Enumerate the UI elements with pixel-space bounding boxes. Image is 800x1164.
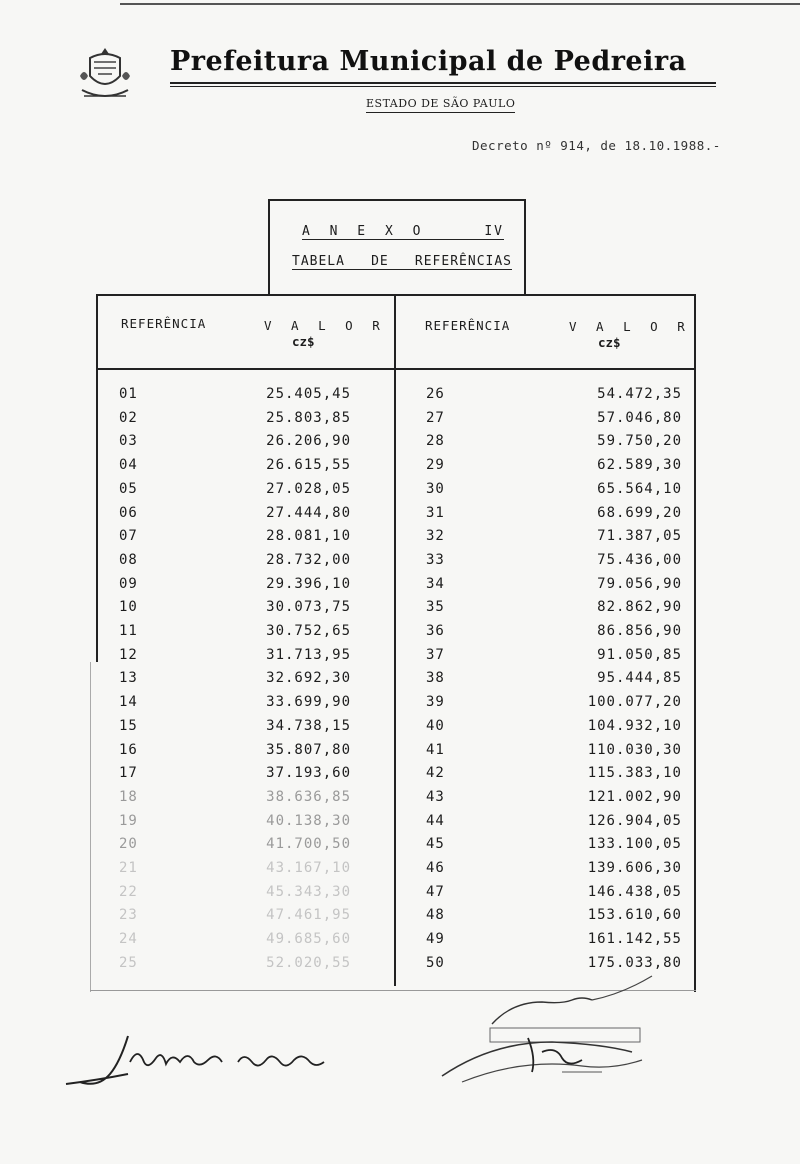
row-value: 27.028,05 xyxy=(266,480,351,497)
row-reference: 47 xyxy=(426,883,445,900)
annex-title xyxy=(302,224,504,240)
row-value: 86.856,90 xyxy=(597,623,682,639)
row-reference: 23 xyxy=(119,907,138,924)
row-value: 43.167,10 xyxy=(266,860,351,876)
table-header-rule xyxy=(96,368,696,370)
row-reference: 07 xyxy=(119,528,138,545)
table-row xyxy=(119,386,351,410)
row-reference: 05 xyxy=(119,480,138,497)
table-row xyxy=(426,552,682,576)
row-value: 52.020,55 xyxy=(266,954,351,971)
row-reference: 30 xyxy=(426,480,445,497)
row-value: 139.606,30 xyxy=(587,860,682,876)
row-reference: 20 xyxy=(119,836,138,853)
table-row xyxy=(119,481,351,505)
coat-of-arms-icon xyxy=(76,46,134,104)
table-row xyxy=(119,670,351,694)
table-row xyxy=(426,718,682,742)
table-divider xyxy=(394,294,396,986)
municipality-title: Prefeitura Municipal de Pedreira xyxy=(170,46,687,77)
row-reference: 49 xyxy=(426,931,445,948)
row-value: 37.193,60 xyxy=(266,765,351,782)
row-value: 38.636,85 xyxy=(266,788,351,805)
table-row xyxy=(426,765,682,789)
title-rule-thin xyxy=(170,86,716,87)
annex-subtitle-word-2: DE xyxy=(371,254,389,269)
row-reference: 46 xyxy=(426,860,445,876)
table-row xyxy=(119,955,351,979)
table-row xyxy=(119,647,351,671)
table-row xyxy=(426,623,682,647)
table-row xyxy=(119,765,351,789)
row-reference: 33 xyxy=(426,551,445,568)
table-border-left-faint xyxy=(90,662,91,992)
table-border-top xyxy=(96,294,696,296)
row-value: 126.904,05 xyxy=(587,812,682,829)
row-value: 41.700,50 xyxy=(266,836,351,853)
table-row xyxy=(426,647,682,671)
table-row xyxy=(426,670,682,694)
row-reference: 09 xyxy=(119,575,138,592)
table-row xyxy=(426,386,682,410)
row-reference: 27 xyxy=(426,409,445,426)
row-value: 65.564,10 xyxy=(597,480,682,497)
right-header-currency: cz$ xyxy=(598,335,621,350)
row-reference: 18 xyxy=(119,788,138,805)
row-value: 31.713,95 xyxy=(266,646,351,663)
row-reference: 22 xyxy=(119,883,138,900)
annex-number: IV xyxy=(484,224,504,239)
row-reference: 48 xyxy=(426,907,445,924)
row-value: 59.750,20 xyxy=(597,433,682,450)
annex-subtitle xyxy=(292,254,512,270)
row-reference: 11 xyxy=(119,623,138,639)
row-reference: 45 xyxy=(426,836,445,853)
row-value: 100.077,20 xyxy=(587,694,682,711)
table-row xyxy=(426,931,682,955)
annex-subtitle-word-1: TABELA xyxy=(292,254,345,269)
table-row xyxy=(426,789,682,813)
row-value: 133.100,05 xyxy=(587,836,682,853)
row-value: 30.073,75 xyxy=(266,599,351,616)
table-row xyxy=(119,931,351,955)
row-value: 57.046,80 xyxy=(597,409,682,426)
row-reference: 42 xyxy=(426,765,445,782)
row-reference: 31 xyxy=(426,504,445,521)
table-row xyxy=(426,860,682,884)
row-value: 27.444,80 xyxy=(266,504,351,521)
table-border-left xyxy=(96,294,98,662)
table-row xyxy=(426,884,682,908)
table-row xyxy=(119,884,351,908)
table-row xyxy=(119,860,351,884)
table-row xyxy=(119,742,351,766)
row-value: 33.699,90 xyxy=(266,694,351,711)
row-reference: 26 xyxy=(426,386,445,402)
table-row xyxy=(119,528,351,552)
table-row xyxy=(119,694,351,718)
row-reference: 44 xyxy=(426,812,445,829)
annex-subtitle-word-3: REFERÊNCIAS xyxy=(414,254,512,269)
table-row xyxy=(119,836,351,860)
row-reference: 03 xyxy=(119,433,138,450)
state-subtitle: ESTADO DE SÃO PAULO xyxy=(366,97,515,113)
row-value: 110.030,30 xyxy=(587,741,682,758)
stamp-and-signature-right xyxy=(432,972,662,1098)
row-value: 62.589,30 xyxy=(597,457,682,474)
row-value: 54.472,35 xyxy=(597,386,682,402)
row-value: 161.142,55 xyxy=(587,931,682,948)
signature-left xyxy=(58,1022,338,1094)
table-row xyxy=(426,813,682,837)
table-row xyxy=(119,907,351,931)
top-edge-line xyxy=(120,3,800,5)
table-row xyxy=(426,433,682,457)
row-reference: 21 xyxy=(119,860,138,876)
row-value: 146.438,05 xyxy=(587,883,682,900)
table-row xyxy=(426,742,682,766)
row-value: 32.692,30 xyxy=(266,670,351,687)
row-value: 68.699,20 xyxy=(597,504,682,521)
row-reference: 15 xyxy=(119,717,138,734)
row-reference: 25 xyxy=(119,954,138,971)
table-row xyxy=(426,907,682,931)
row-reference: 35 xyxy=(426,599,445,616)
table-row xyxy=(119,552,351,576)
row-reference: 29 xyxy=(426,457,445,474)
row-value: 28.081,10 xyxy=(266,528,351,545)
row-reference: 01 xyxy=(119,386,138,402)
row-value: 25.405,45 xyxy=(266,386,351,402)
table-row xyxy=(119,718,351,742)
left-header-value: V A L O R xyxy=(264,318,386,333)
row-value: 29.396,10 xyxy=(266,575,351,592)
row-reference: 12 xyxy=(119,646,138,663)
row-reference: 38 xyxy=(426,670,445,687)
row-reference: 36 xyxy=(426,623,445,639)
row-value: 115.383,10 xyxy=(587,765,682,782)
row-value: 30.752,65 xyxy=(266,623,351,639)
table-row xyxy=(119,623,351,647)
row-value: 121.002,90 xyxy=(587,788,682,805)
table-border-right xyxy=(694,294,696,992)
table-row xyxy=(426,836,682,860)
row-value: 175.033,80 xyxy=(587,954,682,971)
table-row xyxy=(119,576,351,600)
annex-box xyxy=(268,199,526,294)
row-reference: 10 xyxy=(119,599,138,616)
row-reference: 28 xyxy=(426,433,445,450)
right-header-ref: REFERÊNCIA xyxy=(425,318,511,333)
row-value: 34.738,15 xyxy=(266,717,351,734)
row-reference: 40 xyxy=(426,717,445,734)
table-row xyxy=(119,457,351,481)
decree-reference: Decreto nº 914, de 18.10.1988.- xyxy=(472,138,721,153)
row-reference: 06 xyxy=(119,504,138,521)
right-header-value: V A L O R xyxy=(569,319,691,334)
row-reference: 17 xyxy=(119,765,138,782)
row-value: 49.685,60 xyxy=(266,931,351,948)
table-row xyxy=(426,576,682,600)
table-row xyxy=(426,481,682,505)
row-reference: 32 xyxy=(426,528,445,545)
row-reference: 19 xyxy=(119,812,138,829)
row-reference: 50 xyxy=(426,954,445,971)
left-header-currency: cz$ xyxy=(292,334,315,349)
row-value: 71.387,05 xyxy=(597,528,682,545)
table-row xyxy=(426,528,682,552)
row-reference: 39 xyxy=(426,694,445,711)
reference-table xyxy=(96,294,696,994)
row-reference: 37 xyxy=(426,646,445,663)
row-value: 79.056,90 xyxy=(597,575,682,592)
row-reference: 16 xyxy=(119,741,138,758)
table-row xyxy=(426,599,682,623)
row-reference: 43 xyxy=(426,788,445,805)
table-row xyxy=(119,410,351,434)
row-value: 26.615,55 xyxy=(266,457,351,474)
row-reference: 02 xyxy=(119,409,138,426)
title-rule xyxy=(170,82,716,84)
row-value: 47.461,95 xyxy=(266,907,351,924)
row-value: 153.610,60 xyxy=(587,907,682,924)
row-reference: 08 xyxy=(119,551,138,568)
row-value: 28.732,00 xyxy=(266,551,351,568)
table-row xyxy=(119,789,351,813)
table-row xyxy=(119,505,351,529)
row-reference: 13 xyxy=(119,670,138,687)
row-reference: 14 xyxy=(119,694,138,711)
row-value: 82.862,90 xyxy=(597,599,682,616)
row-value: 45.343,30 xyxy=(266,883,351,900)
row-value: 40.138,30 xyxy=(266,812,351,829)
table-row xyxy=(426,410,682,434)
row-reference: 04 xyxy=(119,457,138,474)
row-value: 104.932,10 xyxy=(587,717,682,734)
table-row xyxy=(426,694,682,718)
row-reference: 24 xyxy=(119,931,138,948)
row-value: 25.803,85 xyxy=(266,409,351,426)
table-row xyxy=(426,457,682,481)
row-value: 35.807,80 xyxy=(266,741,351,758)
annex-label: A N E X O xyxy=(302,224,427,239)
row-reference: 41 xyxy=(426,741,445,758)
table-row xyxy=(426,505,682,529)
table-row xyxy=(119,813,351,837)
table-row xyxy=(119,599,351,623)
row-reference: 34 xyxy=(426,575,445,592)
row-value: 95.444,85 xyxy=(597,670,682,687)
table-row xyxy=(119,433,351,457)
row-value: 26.206,90 xyxy=(266,433,351,450)
left-header-ref: REFERÊNCIA xyxy=(121,316,207,331)
row-value: 91.050,85 xyxy=(597,646,682,663)
row-value: 75.436,00 xyxy=(597,551,682,568)
